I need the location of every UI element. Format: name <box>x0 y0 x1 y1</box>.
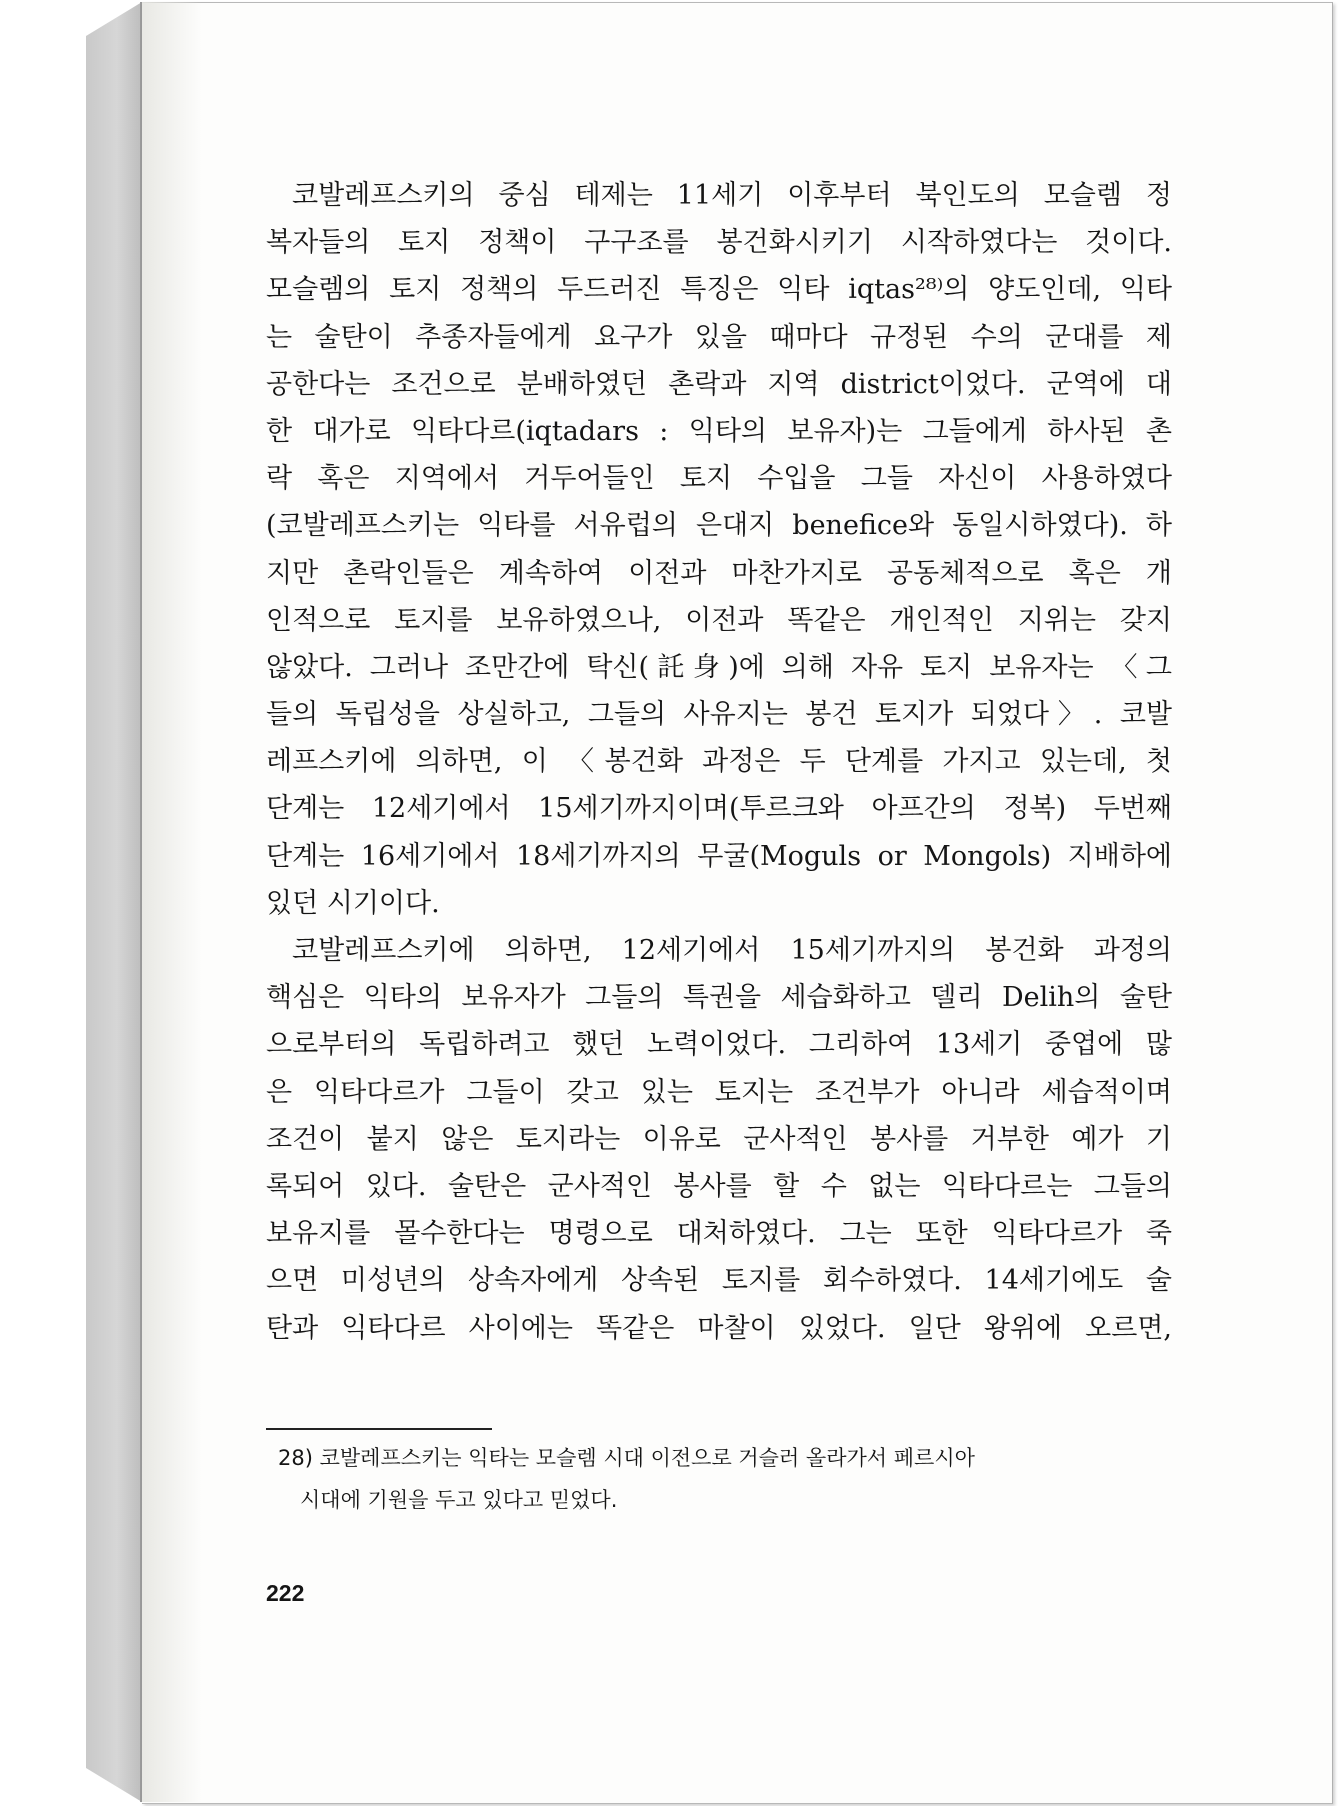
text-line: 레프스키에 의하면, 이 〈봉건화 과정은 두 단계를 가지고 있는데, 첫 <box>266 746 1172 778</box>
text-line: 모슬렘의 토지 정책의 두드러진 특징은 익타 iqtas²⁸⁾의 양도인데, 익타 <box>266 274 1172 306</box>
text-line: 코발레프스키의 중심 테제는 11세기 이후부터 북인도의 모슬렘 정 <box>292 180 1172 211</box>
text-line: 들의 독립성을 상실하고, 그들의 사유지는 봉건 토지가 되었다〉. 코발 <box>266 699 1172 731</box>
footnote-line: 28) 코발레프스키는 익타는 모슬렘 시대 이전으로 거슬러 올라가서 페르시아 <box>278 1446 975 1470</box>
text-line: 않았다. 그러나 조만간에 탁신(託身)에 의해 자유 토지 보유자는 〈그 <box>266 651 1172 683</box>
text-line: 은 익타다르가 그들이 갖고 있는 토지는 조건부가 아니라 세습적이며 <box>266 1076 1172 1108</box>
text-line: 는 술탄이 추종자들에게 요구가 있을 때마다 규정된 수의 군대를 제 <box>266 321 1172 353</box>
text-line: 복자들의 토지 정책이 구구조를 봉건화시키기 시작하였다는 것이다. <box>266 227 1172 259</box>
page-number: 222 <box>266 1580 305 1606</box>
text-line: 코발레프스키에 의하면, 12세기에서 15세기까지의 봉건화 과정의 <box>292 935 1172 966</box>
text-line: 탄과 익타다르 사이에는 똑같은 마찰이 있었다. 일단 왕위에 오르면, <box>266 1312 1172 1344</box>
text-line: 보유지를 몰수한다는 명령으로 대처하였다. 그는 또한 익타다르가 죽 <box>266 1218 1172 1250</box>
body-text <box>266 172 1172 1352</box>
book-spine <box>86 2 142 1802</box>
text-line: 있던 시기이다. <box>266 887 440 919</box>
footnote <box>278 1437 1174 1521</box>
text-line: 공한다는 조건으로 분배하였던 촌락과 지역 district이었다. 군역에 대 <box>266 368 1172 400</box>
text-line: (코발레프스키는 익타를 서유럽의 은대지 benefice와 동일시하였다). 하 <box>266 510 1172 542</box>
text-line: 한 대가로 익타다르(iqtadars : 익타의 보유자)는 그들에게 하사된 촌 <box>266 415 1172 447</box>
text-line: 단계는 16세기에서 18세기까지의 무굴(Moguls or Mongols) 지배하에 <box>266 840 1172 872</box>
text-line: 조건이 붙지 않은 토지라는 이유로 군사적인 봉사를 거부한 예가 기 <box>266 1123 1172 1155</box>
text-line: 핵심은 익타의 보유자가 그들의 특권을 세습화하고 델리 Delih의 술탄 <box>266 982 1172 1014</box>
footnote-line: 시대에 기원을 두고 있다고 믿었다. <box>300 1488 618 1512</box>
text-line: 인적으로 토지를 보유하였으나, 이전과 똑같은 개인적인 지위는 갖지 <box>266 604 1172 636</box>
text-line: 락 혹은 지역에서 거두어들인 토지 수입을 그들 자신이 사용하였다 <box>266 463 1172 495</box>
text-line: 으로부터의 독립하려고 했던 노력이었다. 그리하여 13세기 중엽에 많 <box>266 1029 1172 1061</box>
page-gutter-shadow <box>142 2 202 1802</box>
text-line: 록되어 있다. 술탄은 군사적인 봉사를 할 수 없는 익타다르는 그들의 <box>266 1170 1172 1202</box>
text-line: 지만 촌락인들은 계속하여 이전과 마찬가지로 공동체적으로 혹은 개 <box>266 557 1172 589</box>
footnote-divider <box>266 1428 492 1430</box>
text-line: 으면 미성년의 상속자에게 상속된 토지를 회수하였다. 14세기에도 술 <box>266 1265 1172 1297</box>
text-line: 단계는 12세기에서 15세기까지이며(투르크와 아프간의 정복) 두번째 <box>266 793 1172 825</box>
